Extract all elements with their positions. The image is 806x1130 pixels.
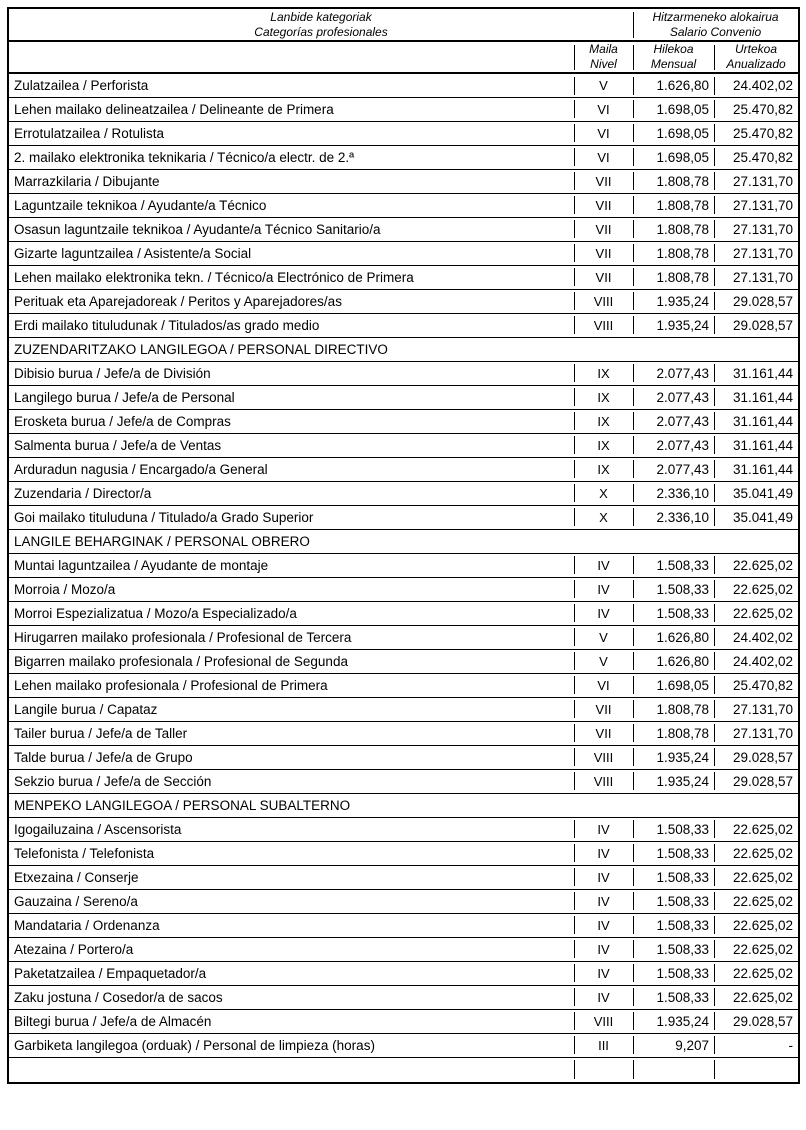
table-row [8, 721, 799, 745]
category-header-empty-cell [8, 41, 574, 73]
category-cell: Muntai laguntzailea / Ayudante de montaje [14, 557, 269, 573]
annual-cell: 24.402,02 [714, 73, 799, 97]
section-label: LANGILE BEHARGINAK / PERSONAL OBRERO [14, 533, 310, 549]
table-row [8, 625, 799, 649]
level-cell: IX [574, 409, 633, 433]
level-cell: IX [574, 433, 633, 457]
category-cell: Marrazkilaria / Dibujante [14, 173, 160, 189]
level-cell: VII [574, 721, 633, 745]
table-row [8, 865, 799, 889]
monthly-cell: 2.336,10 [633, 481, 714, 505]
annual-cell: - [714, 1033, 799, 1057]
monthly-cell: 1.698,05 [633, 121, 714, 145]
level-cell: VIII [574, 289, 633, 313]
annual-cell: 22.625,02 [714, 985, 799, 1009]
monthly-cell: 1.508,33 [633, 913, 714, 937]
table-row [8, 505, 799, 529]
category-cell: Bigarren mailako profesionala / Profesional de Segunda [14, 653, 348, 669]
level-cell: VI [574, 121, 633, 145]
monthly-cell: 1.808,78 [633, 241, 714, 265]
level-cell: IV [574, 865, 633, 889]
category-cell: Tailer burua / Jefe/a de Taller [14, 725, 188, 741]
category-cell: Hirugarren mailako profesionala / Profesional de Tercera [14, 629, 352, 645]
level-cell: VIII [574, 1009, 633, 1033]
monthly-cell: 1.626,80 [633, 625, 714, 649]
level-header-cell [574, 41, 633, 73]
level-cell: IV [574, 601, 633, 625]
monthly-cell: 2.077,43 [633, 385, 714, 409]
section-row [8, 793, 799, 817]
annual-cell: 22.625,02 [714, 937, 799, 961]
monthly-cell: 1.508,33 [633, 889, 714, 913]
annual-cell: 27.131,70 [714, 217, 799, 241]
category-cell: Lehen mailako elektronika tekn. / Técnico/a Electrónico de Primera [14, 269, 414, 285]
annual-cell: 22.625,02 [714, 601, 799, 625]
annual-cell: 25.470,82 [714, 673, 799, 697]
level-cell: VIII [574, 313, 633, 337]
table-row [8, 769, 799, 793]
monthly-cell: 1.808,78 [633, 697, 714, 721]
section-row [8, 337, 799, 361]
level-cell: IV [574, 577, 633, 601]
table-row [8, 1033, 799, 1057]
table-row [8, 961, 799, 985]
monthly-cell: 1.508,33 [633, 601, 714, 625]
monthly-cell: 1.508,33 [633, 865, 714, 889]
category-cell: Igogailuzaina / Ascensorista [14, 821, 182, 837]
level-cell: VIII [574, 769, 633, 793]
monthly-cell: 1.508,33 [633, 817, 714, 841]
monthly-cell: 1.508,33 [633, 985, 714, 1009]
annual-cell: 22.625,02 [714, 553, 799, 577]
level-cell: V [574, 649, 633, 673]
table-row [8, 265, 799, 289]
annual-cell: 29.028,57 [714, 745, 799, 769]
caption-right-line2: Salario Convenio [669, 24, 762, 39]
table-row [8, 601, 799, 625]
table-row [8, 385, 799, 409]
level-cell: VII [574, 241, 633, 265]
caption-left-line1: Lanbide kategoriak [270, 9, 372, 24]
table-row [8, 673, 799, 697]
table-row [8, 913, 799, 937]
table-row [8, 217, 799, 241]
level-header-line2: Nivel [590, 57, 617, 71]
salary-table [7, 7, 800, 1084]
table-row [8, 457, 799, 481]
annual-cell: 29.028,57 [714, 769, 799, 793]
caption-right-line1: Hitzarmeneko alokairua [652, 9, 779, 24]
monthly-cell: 1.508,33 [633, 961, 714, 985]
annual-cell: 22.625,02 [714, 889, 799, 913]
annual-header-line1: Urtekoa [735, 42, 778, 56]
annual-cell: 29.028,57 [714, 1009, 799, 1033]
category-cell: Mandataria / Ordenanza [14, 917, 160, 933]
monthly-cell: 2.336,10 [633, 505, 714, 529]
level-cell: VIII [574, 745, 633, 769]
caption-left-cell [8, 8, 633, 41]
category-cell: Telefonista / Telefonista [14, 845, 155, 861]
annual-cell: 31.161,44 [714, 409, 799, 433]
monthly-header-cell [633, 41, 714, 73]
category-cell: Morroia / Mozo/a [14, 581, 116, 597]
table-row [8, 73, 799, 97]
category-cell: Paketatzailea / Empaquetador/a [14, 965, 207, 981]
level-cell: IX [574, 457, 633, 481]
table-row-clipped [8, 1057, 799, 1083]
category-cell: Laguntzaile teknikoa / Ayudante/a Técnico [14, 197, 267, 213]
level-cell: IX [574, 361, 633, 385]
annual-cell: 27.131,70 [714, 193, 799, 217]
monthly-cell: 1.626,80 [633, 649, 714, 673]
annual-cell: 22.625,02 [714, 865, 799, 889]
annual-cell: 24.402,02 [714, 625, 799, 649]
table-row [8, 193, 799, 217]
level-cell: VII [574, 265, 633, 289]
caption-row [8, 8, 799, 41]
annual-cell: 25.470,82 [714, 145, 799, 169]
table-row [8, 841, 799, 865]
level-cell: VII [574, 697, 633, 721]
level-cell: X [574, 505, 633, 529]
level-cell: IV [574, 553, 633, 577]
monthly-cell: 1.698,05 [633, 145, 714, 169]
table-row [8, 889, 799, 913]
empty-cell [8, 1057, 574, 1083]
category-cell: Goi mailako tituluduna / Titulado/a Grado Superior [14, 509, 314, 525]
category-cell: Perituak eta Aparejadoreak / Peritos y Aparejadores/as [14, 293, 342, 309]
annual-cell: 24.402,02 [714, 649, 799, 673]
annual-cell: 22.625,02 [714, 961, 799, 985]
category-cell: Morroi Espezializatua / Mozo/a Especializado/a [14, 605, 297, 621]
monthly-cell: 1.626,80 [633, 73, 714, 97]
level-cell: VI [574, 97, 633, 121]
monthly-cell: 1.935,24 [633, 769, 714, 793]
section-label: ZUZENDARITZAKO LANGILEGOA / PERSONAL DIRECTIVO [14, 341, 388, 357]
level-cell: V [574, 73, 633, 97]
category-cell: Erosketa burua / Jefe/a de Compras [14, 413, 231, 429]
table-row [8, 409, 799, 433]
table-row [8, 937, 799, 961]
table-row [8, 241, 799, 265]
monthly-cell: 1.808,78 [633, 169, 714, 193]
category-cell: Lehen mailako profesionala / Profesional de Primera [14, 677, 328, 693]
annual-cell: 35.041,49 [714, 505, 799, 529]
annual-cell: 25.470,82 [714, 121, 799, 145]
annual-cell: 27.131,70 [714, 265, 799, 289]
annual-cell: 22.625,02 [714, 817, 799, 841]
category-cell: Dibisio burua / Jefe/a de División [14, 365, 211, 381]
section-label: MENPEKO LANGILEGOA / PERSONAL SUBALTERNO [14, 797, 351, 813]
category-cell: Langilego burua / Jefe/a de Personal [14, 389, 235, 405]
table-row [8, 313, 799, 337]
level-cell: IV [574, 913, 633, 937]
table-row [8, 985, 799, 1009]
table-row [8, 481, 799, 505]
level-cell: IV [574, 841, 633, 865]
annual-header-line2: Anualizado [726, 57, 786, 71]
subheader-row [8, 41, 799, 73]
category-cell: Arduradun nagusia / Encargado/a General [14, 461, 268, 477]
category-cell: Zulatzailea / Perforista [14, 77, 149, 93]
level-cell: IV [574, 937, 633, 961]
annual-cell: 27.131,70 [714, 169, 799, 193]
annual-cell: 27.131,70 [714, 721, 799, 745]
annual-cell: 31.161,44 [714, 433, 799, 457]
annual-cell: 22.625,02 [714, 913, 799, 937]
category-cell: Talde burua / Jefe/a de Grupo [14, 749, 193, 765]
monthly-cell: 1.508,33 [633, 553, 714, 577]
caption-right-cell [633, 8, 799, 41]
level-cell: V [574, 625, 633, 649]
table-row [8, 361, 799, 385]
caption-left-line2: Categorías profesionales [254, 24, 388, 39]
monthly-header-line1: Hilekoa [653, 42, 694, 56]
category-cell: Gauzaina / Sereno/a [14, 893, 138, 909]
level-cell: VII [574, 193, 633, 217]
level-cell: IV [574, 961, 633, 985]
category-cell: Erdi mailako tituludunak / Titulados/as grado medio [14, 317, 320, 333]
level-cell: VII [574, 169, 633, 193]
level-cell: IV [574, 817, 633, 841]
category-cell: Biltegi burua / Jefe/a de Almacén [14, 1013, 212, 1029]
empty-cell [633, 1057, 714, 1083]
monthly-cell: 1.808,78 [633, 217, 714, 241]
category-cell: Langile burua / Capataz [14, 701, 158, 717]
monthly-cell: 2.077,43 [633, 361, 714, 385]
annual-cell: 25.470,82 [714, 97, 799, 121]
level-cell: VI [574, 673, 633, 697]
category-cell: Zuzendaria / Director/a [14, 485, 152, 501]
monthly-cell: 1.935,24 [633, 313, 714, 337]
annual-cell: 22.625,02 [714, 577, 799, 601]
annual-cell: 31.161,44 [714, 385, 799, 409]
monthly-cell: 1.808,78 [633, 193, 714, 217]
table-row [8, 97, 799, 121]
monthly-cell: 1.935,24 [633, 745, 714, 769]
category-cell: Osasun laguntzaile teknikoa / Ayudante/a Técnico Sanitario/a [14, 221, 381, 237]
level-cell: IV [574, 985, 633, 1009]
table-row [8, 145, 799, 169]
table-row [8, 121, 799, 145]
monthly-cell: 2.077,43 [633, 433, 714, 457]
table-row [8, 1009, 799, 1033]
level-cell: VI [574, 145, 633, 169]
category-cell: Garbiketa langilegoa (orduak) / Personal de limpieza (horas) [14, 1037, 375, 1053]
table-row [8, 553, 799, 577]
monthly-cell: 1.808,78 [633, 265, 714, 289]
annual-cell: 29.028,57 [714, 289, 799, 313]
table-row [8, 649, 799, 673]
annual-cell: 27.131,70 [714, 697, 799, 721]
monthly-cell: 1.508,33 [633, 937, 714, 961]
annual-cell: 31.161,44 [714, 457, 799, 481]
table-row [8, 433, 799, 457]
category-cell: Errotulatzailea / Rotulista [14, 125, 165, 141]
category-cell: Gizarte laguntzailea / Asistente/a Social [14, 245, 252, 261]
empty-cell [714, 1057, 799, 1083]
monthly-cell: 1.508,33 [633, 577, 714, 601]
level-cell: X [574, 481, 633, 505]
level-cell: III [574, 1033, 633, 1057]
table-row [8, 817, 799, 841]
monthly-cell: 1.698,05 [633, 673, 714, 697]
category-cell: Salmenta burua / Jefe/a de Ventas [14, 437, 222, 453]
table-row [8, 169, 799, 193]
annual-header-cell [714, 41, 799, 73]
level-cell: IX [574, 385, 633, 409]
category-cell: 2. mailako elektronika teknikaria / Técnico/a electr. de 2.ª [14, 149, 355, 165]
category-cell: Lehen mailako delineatzailea / Delineante de Primera [14, 101, 334, 117]
monthly-cell: 1.935,24 [633, 289, 714, 313]
category-cell: Sekzio burua / Jefe/a de Sección [14, 773, 212, 789]
table-row [8, 745, 799, 769]
level-header-line1: Maila [589, 42, 618, 56]
section-row [8, 529, 799, 553]
level-cell: VII [574, 217, 633, 241]
empty-cell [574, 1057, 633, 1083]
monthly-cell: 2.077,43 [633, 457, 714, 481]
monthly-cell: 1.698,05 [633, 97, 714, 121]
monthly-cell: 1.935,24 [633, 1009, 714, 1033]
level-cell: IV [574, 889, 633, 913]
table-row [8, 289, 799, 313]
monthly-cell: 1.508,33 [633, 841, 714, 865]
table-row [8, 697, 799, 721]
monthly-cell: 9,207 [633, 1033, 714, 1057]
annual-cell: 22.625,02 [714, 841, 799, 865]
annual-cell: 35.041,49 [714, 481, 799, 505]
table-row [8, 577, 799, 601]
category-cell: Etxezaina / Conserje [14, 869, 139, 885]
annual-cell: 31.161,44 [714, 361, 799, 385]
monthly-cell: 1.808,78 [633, 721, 714, 745]
monthly-header-line2: Mensual [650, 57, 697, 71]
category-cell: Atezaina / Portero/a [14, 941, 134, 957]
monthly-cell: 2.077,43 [633, 409, 714, 433]
category-cell: Zaku jostuna / Cosedor/a de sacos [14, 989, 223, 1005]
annual-cell: 29.028,57 [714, 313, 799, 337]
annual-cell: 27.131,70 [714, 241, 799, 265]
